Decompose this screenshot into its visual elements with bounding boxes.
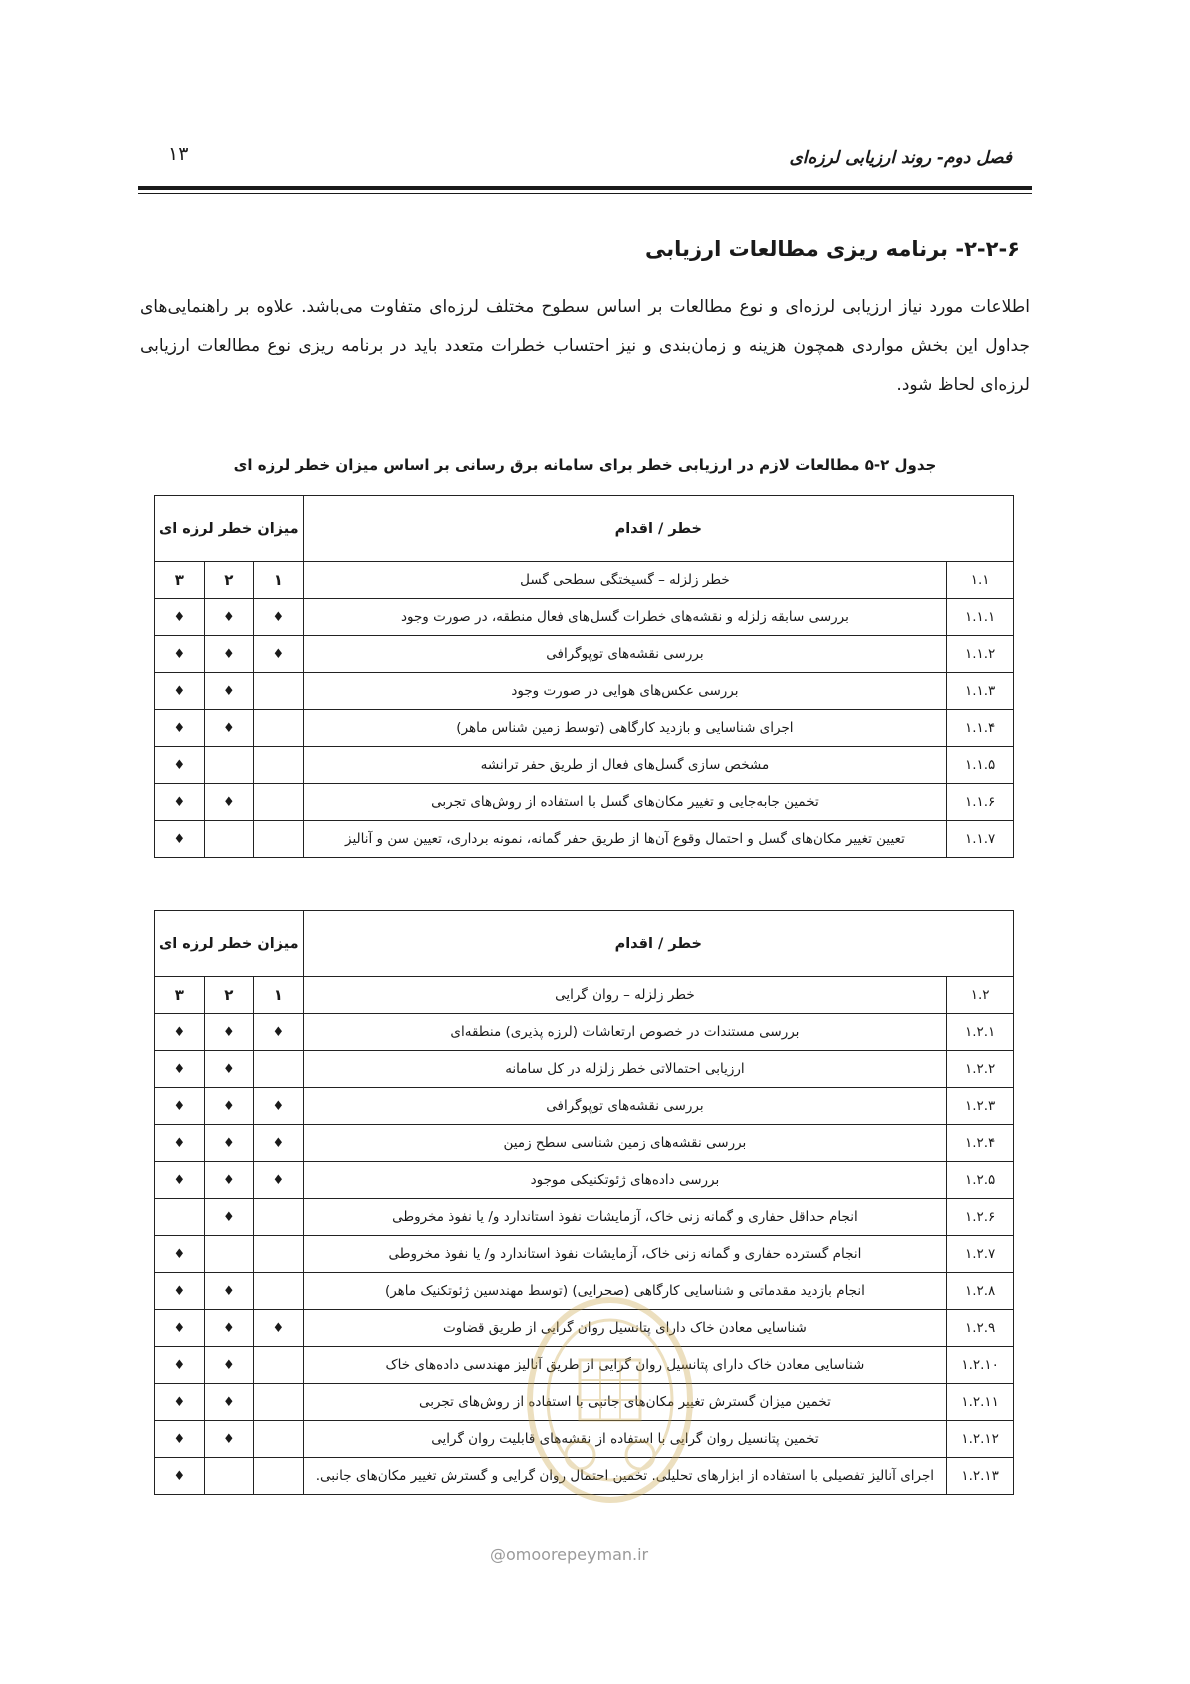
level-1-mark [254,784,304,821]
level-3-mark: ♦ [155,747,205,784]
level-1-mark: ♦ [254,636,304,673]
level-2-mark: ♦ [204,1014,254,1051]
row-text: بررسی سابقه زلزله و نقشه‌های خطرات گسل‌های فعال منطقه، در صورت وجود [303,599,947,636]
level-2-mark: ♦ [204,1199,254,1236]
row-text: اجرای آنالیز تفصیلی با استفاده از ابزارهای تحلیلی. تخمین احتمال روان گرایی و گسترش تغییر مکان‌های جانبی. [303,1458,947,1495]
row-text: خطر زلزله – گسیختگی سطحی گسل [303,562,947,599]
level-1-mark [254,673,304,710]
level-1-header: ۱ [254,977,304,1014]
table-row [155,821,1014,858]
row-number: ۱.۲.۱۰ [947,1347,1014,1384]
row-number: ۱.۲.۲ [947,1051,1014,1088]
row-text: شناسایی معادن خاک دارای پتانسیل روان گرایی از طریق آنالیز مهندسی داده‌های خاک [303,1347,947,1384]
level-3-mark: ♦ [155,1051,205,1088]
level-3-mark: ♦ [155,1384,205,1421]
row-text: تخمین میزان گسترش تغییر مکان‌های جانبی با استفاده از روش‌های تجربی [303,1384,947,1421]
row-text: تعیین تغییر مکان‌های گسل و احتمال وقوع آن‌ها از طریق حفر گمانه، نمونه برداری، تعیین سن و آنالیز [303,821,947,858]
table-row [155,673,1014,710]
table-row [155,784,1014,821]
row-number: ۱.۲.۵ [947,1162,1014,1199]
row-number: ۱.۲.۶ [947,1199,1014,1236]
table-caption: جدول ۲-۵ مطالعات لازم در ارزیابی خطر برای سامانه برق رسانی بر اساس میزان خطر لرزه ای [233,456,937,474]
level-1-mark: ♦ [254,1088,304,1125]
row-number: ۱.۱ [947,562,1014,599]
level-3-mark: ♦ [155,636,205,673]
header-seismic-level: میزان خطر لرزه ای [155,911,304,977]
row-text: مشخص سازی گسل‌های فعال از طریق حفر ترانشه [303,747,947,784]
level-2-mark [204,821,254,858]
level-1-header: ۱ [254,562,304,599]
level-3-mark: ♦ [155,1014,205,1051]
level-1-mark [254,1051,304,1088]
row-number: ۱.۲.۹ [947,1310,1014,1347]
row-number: ۱.۲ [947,977,1014,1014]
level-1-mark [254,1273,304,1310]
level-1-mark: ♦ [254,1162,304,1199]
row-number: ۱.۱.۴ [947,710,1014,747]
row-text: بررسی نقشه‌های توپوگرافی [303,1088,947,1125]
row-number: ۱.۲.۳ [947,1088,1014,1125]
row-number: ۱.۲.۴ [947,1125,1014,1162]
table-row [155,710,1014,747]
table-row [155,636,1014,673]
level-1-mark [254,747,304,784]
row-text: انجام بازدید مقدماتی و شناسایی کارگاهی (صحرایی) (توسط مهندسین ژئوتکنیک ماهر) [303,1273,947,1310]
table-row [155,599,1014,636]
table-row [155,1014,1014,1051]
studies-table-fault-rupture [154,495,1014,858]
table-header-row [155,911,1014,977]
level-3-mark: ♦ [155,784,205,821]
row-text: بررسی نقشه‌های توپوگرافی [303,636,947,673]
row-number: ۱.۱.۲ [947,636,1014,673]
header-action: خطر / اقدام [303,496,1013,562]
level-3-mark: ♦ [155,1088,205,1125]
table-row [155,977,1014,1014]
level-3-header: ۳ [155,977,205,1014]
table-row [155,1051,1014,1088]
table-row [155,1125,1014,1162]
level-1-mark [254,1458,304,1495]
watermark-seal-icon [510,1290,710,1540]
level-3-mark: ♦ [155,1125,205,1162]
level-2-mark: ♦ [204,599,254,636]
level-3-header: ۳ [155,562,205,599]
row-number: ۱.۲.۱۱ [947,1384,1014,1421]
level-2-mark: ♦ [204,1384,254,1421]
watermark-text: @omoorepeyman.ir [490,1545,649,1564]
table-row [155,1199,1014,1236]
level-3-mark: ♦ [155,1458,205,1495]
level-1-mark [254,1236,304,1273]
level-3-mark [155,1199,205,1236]
level-2-mark: ♦ [204,673,254,710]
row-number: ۱.۱.۵ [947,747,1014,784]
level-3-mark: ♦ [155,1310,205,1347]
level-2-mark: ♦ [204,784,254,821]
level-1-mark: ♦ [254,1310,304,1347]
level-1-mark: ♦ [254,599,304,636]
level-2-mark: ♦ [204,1088,254,1125]
table-row [155,562,1014,599]
level-2-mark [204,747,254,784]
level-3-mark: ♦ [155,1273,205,1310]
table-row [155,747,1014,784]
row-text: بررسی داده‌های ژئوتکنیکی موجود [303,1162,947,1199]
running-header: فصل دوم- روند ارزیابی لرزه‌ای [789,148,1012,168]
row-text: انجام گسترده حفاری و گمانه زنی خاک، آزمایشات نفوذ استاندارد و/ یا نفوذ مخروطی [303,1236,947,1273]
header-action: خطر / اقدام [303,911,1013,977]
row-number: ۱.۱.۶ [947,784,1014,821]
level-2-mark: ♦ [204,1347,254,1384]
level-1-mark [254,1347,304,1384]
row-text: بررسی مستندات در خصوص ارتعاشات (لرزه پذیری) منطقه‌ای [303,1014,947,1051]
header-rule-thick [138,186,1032,190]
level-1-mark [254,710,304,747]
row-text: بررسی نقشه‌های زمین شناسی سطح زمین [303,1125,947,1162]
row-text: شناسایی معادن خاک دارای پتانسیل روان گرایی از طریق قضاوت [303,1310,947,1347]
level-2-mark: ♦ [204,1051,254,1088]
level-3-mark: ♦ [155,1347,205,1384]
level-3-mark: ♦ [155,1162,205,1199]
row-text: خطر زلزله – روان گرایی [303,977,947,1014]
section-heading: ۲-۲-۶- برنامه ریزی مطالعات ارزیابی [645,237,1020,261]
row-number: ۱.۲.۱۳ [947,1458,1014,1495]
level-3-mark: ♦ [155,710,205,747]
level-2-mark [204,1236,254,1273]
row-number: ۱.۱.۱ [947,599,1014,636]
table-row [155,1162,1014,1199]
table-row [155,1088,1014,1125]
row-text: انجام حداقل حفاری و گمانه زنی خاک، آزمایشات نفوذ استاندارد و/ یا نفوذ مخروطی [303,1199,947,1236]
row-number: ۱.۲.۱ [947,1014,1014,1051]
row-text: اجرای شناسایی و بازدید کارگاهی (توسط زمین شناس ماهر) [303,710,947,747]
row-text: تخمین پتانسیل روان گرایی با استفاده از نقشه‌های قابلیت روان گرایی [303,1421,947,1458]
level-1-mark: ♦ [254,1014,304,1051]
level-2-mark [204,1458,254,1495]
level-1-mark [254,1384,304,1421]
level-2-mark: ♦ [204,1125,254,1162]
table-row [155,1236,1014,1273]
row-number: ۱.۱.۷ [947,821,1014,858]
header-seismic-level: میزان خطر لرزه ای [155,496,304,562]
level-3-mark: ♦ [155,599,205,636]
row-number: ۱.۲.۸ [947,1273,1014,1310]
level-2-mark: ♦ [204,1273,254,1310]
level-1-mark: ♦ [254,1125,304,1162]
level-3-mark: ♦ [155,1236,205,1273]
level-2-mark: ♦ [204,710,254,747]
page-number: ۱۳ [168,143,189,165]
level-3-mark: ♦ [155,673,205,710]
row-number: ۱.۲.۷ [947,1236,1014,1273]
level-2-header: ۲ [204,562,254,599]
level-1-mark [254,1199,304,1236]
level-2-mark: ♦ [204,636,254,673]
table-header-row [155,496,1014,562]
row-number: ۱.۲.۱۲ [947,1421,1014,1458]
level-2-mark: ♦ [204,1162,254,1199]
header-rule-thin [138,193,1032,194]
level-2-mark: ♦ [204,1310,254,1347]
level-3-mark: ♦ [155,1421,205,1458]
level-1-mark [254,1421,304,1458]
level-3-mark: ♦ [155,821,205,858]
body-paragraph: اطلاعات مورد نیاز ارزیابی لرزه‌ای و نوع مطالعات بر اساس سطوح مختلف لرزه‌ای متفاوت می‌باشد. علاوه بر راهنمایی‌های جداول این بخش مواردی همچون هزینه و زمان‌بندی و نیز احتساب خطرات متعدد باید در برنامه ریزی نوع مطالعات ارزیابی لرزه‌ای لحاظ شود. [140,297,1030,395]
level-2-header: ۲ [204,977,254,1014]
level-1-mark [254,821,304,858]
row-text: ارزیابی احتمالاتی خطر زلزله در کل سامانه [303,1051,947,1088]
row-number: ۱.۱.۳ [947,673,1014,710]
row-text: تخمین جابه‌جایی و تغییر مکان‌های گسل با استفاده از روش‌های تجربی [303,784,947,821]
row-text: بررسی عکس‌های هوایی در صورت وجود [303,673,947,710]
level-2-mark: ♦ [204,1421,254,1458]
